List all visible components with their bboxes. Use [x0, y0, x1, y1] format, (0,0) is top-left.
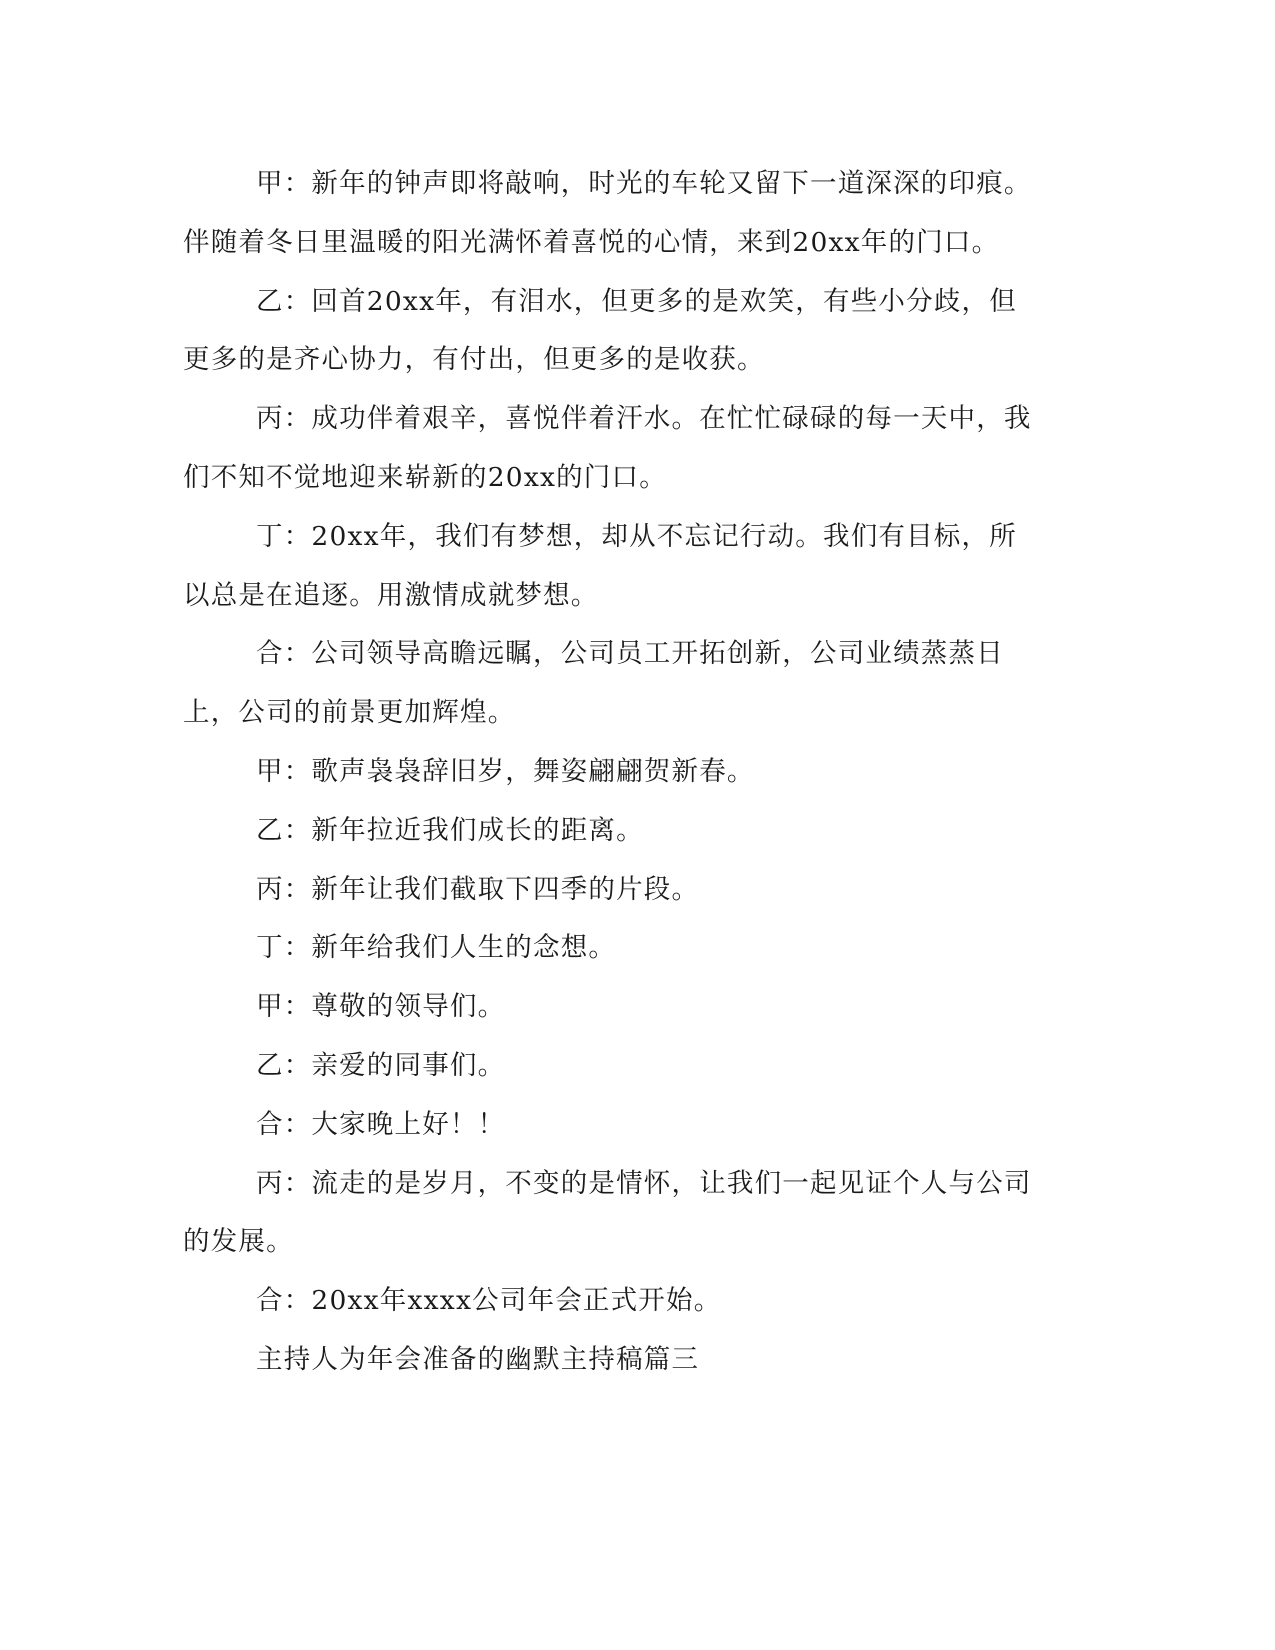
paragraph: 乙：回首20xx年，有泪水，但更多的是欢笑，有些小分歧，但更多的是齐心协力，有付出，但更多的是收获。 — [183, 285, 1017, 376]
paragraph: 甲：尊敬的领导们。 — [256, 991, 506, 1023]
paragraph: 甲：新年的钟声即将敲响，时光的车轮又留下一道深深的印痕。伴随着冬日里温暖的阳光满怀着喜悦的心情，来到20xx年的门口。 — [183, 168, 1032, 258]
paragraph: 丙：新年让我们截取下四季的片段。 — [256, 873, 700, 905]
paragraph: 合：20xx年xxxx公司年会正式开始。 — [256, 1285, 722, 1317]
document-body — [183, 155, 1043, 1390]
paragraph: 丁：20xx年，我们有梦想，却从不忘记行动。我们有目标，所以总是在追逐。用激情成就梦想。 — [183, 520, 1017, 611]
paragraph: 合：大家晚上好！！ — [256, 1108, 506, 1140]
paragraph: 丁：新年给我们人生的念想。 — [256, 932, 617, 964]
paragraph: 乙：新年拉近我们成长的距离。 — [256, 814, 644, 846]
paragraph: 乙：亲爱的同事们。 — [256, 1049, 506, 1081]
paragraph: 甲：歌声袅袅辞旧岁，舞姿翩翩贺新春。 — [256, 755, 755, 787]
paragraph: 合：公司领导高瞻远瞩，公司员工开拓创新，公司业绩蒸蒸日上，公司的前景更加辉煌。 — [183, 638, 1004, 729]
section-heading: 主持人为年会准备的幽默主持稿篇三 — [256, 1343, 700, 1375]
paragraph: 丙：流走的是岁月，不变的是情怀，让我们一起见证个人与公司的发展。 — [183, 1167, 1032, 1258]
paragraph: 丙：成功伴着艰辛，喜悦伴着汗水。在忙忙碌碌的每一天中，我们不知不觉地迎来崭新的20xx的门口。 — [183, 403, 1032, 493]
